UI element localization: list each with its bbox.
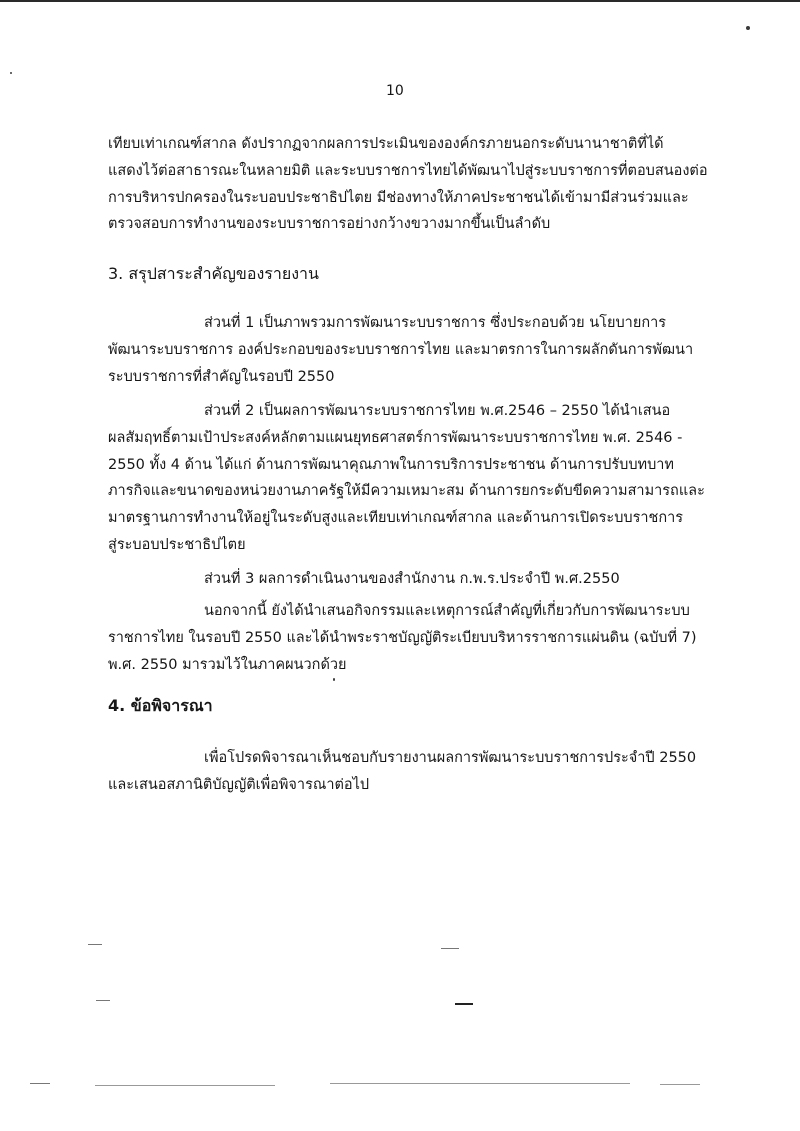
scan-mark [96,1000,110,1001]
paragraph-line: และเสนอสภานิติบัญญัติเพื่อพิจารณาต่อไป [108,776,370,793]
paragraph-line: พัฒนาระบบราชการ องค์ประกอบของระบบราชการไทย และมาตรการในการผลักดันการพัฒนา [108,341,694,358]
paragraph-line: พ.ศ. 2550 มารวมไว้ในภาคผนวกด้วย [108,656,347,673]
paragraph-line: เพื่อโปรดพิจารณาเห็นชอบกับรายงานผลการพัฒนาระบบราชการประจำปี 2550 [204,750,697,766]
section-3-part-2 [108,398,705,559]
paragraph-line: ส่วนที่ 3 ผลการดำเนินงานของสำนักงาน ก.พ.ร.ประจำปี พ.ศ.2550 [204,571,620,587]
paragraph-line: ตรวจสอบการทำงานของระบบราชการอย่างกว้างขวางมากขึ้นเป็นลำดับ [108,216,551,233]
paragraph-line: ส่วนที่ 1 เป็นภาพรวมการพัฒนาระบบราชการ ซึ่งประกอบด้วย นโยบายการ [204,315,667,331]
paragraph-line: นอกจากนี้ ยังได้นำเสนอกิจกรรมและเหตุการณ์สำคัญที่เกี่ยวกับการพัฒนาระบบ [204,603,690,619]
paragraph-line: ระบบราชการที่สำคัญในรอบปี 2550 [108,368,335,385]
top-border-line [0,0,800,2]
scan-mark [660,1084,700,1085]
section-3-heading: 3. สรุปสาระสำคัญของรายงาน [108,264,319,283]
scan-mark [95,1085,275,1086]
intro-paragraph [108,131,708,238]
paragraph-line: แสดงไว้ต่อสาธารณะในหลายมิติ และระบบราชการไทยได้พัฒนาไปสู่ระบบราชการที่ตอบสนองต่อ [108,162,708,179]
scan-speck [746,26,750,30]
section-4-heading: 4. ข้อพิจารณา [108,696,213,715]
paragraph-line: ส่วนที่ 2 เป็นผลการพัฒนาระบบราชการไทย พ.ศ.2546 – 2550 ได้นำเสนอ [204,403,671,419]
page-number: 10 [386,83,404,99]
paragraph-line: การบริหารปกครองในระบอบประชาธิปไตย มีช่องทางให้ภาคประชาชนได้เข้ามามีส่วนร่วมและ [108,189,689,206]
scan-mark [330,1083,630,1084]
paragraph-line: ราชการไทย ในรอบปี 2550 และได้นำพระราชบัญญัติระเบียบบริหารราชการแผ่นดิน (ฉบับที่ 7) [108,629,697,646]
scan-speck [333,678,335,681]
paragraph-line: ผลสัมฤทธิ์ตามเป้าประสงค์หลักตามแผนยุทธศาสตร์การพัฒนาระบบราชการไทย พ.ศ. 2546 - [108,429,683,446]
paragraph-line: ภารกิจและขนาดของหน่วยงานภาครัฐให้มีความเหมาะสม ด้านการยกระดับขีดความสามารถและ [108,483,705,500]
paragraph-line: เทียบเท่าเกณฑ์สากล ดังปรากฏจากผลการประเมินขององค์กรภายนอกระดับนานาชาติที่ได้ [108,136,664,152]
paragraph-line: สู่ระบอบประชาธิปไตย [108,536,246,553]
paragraph-line: 2550 ทั้ง 4 ด้าน ได้แก่ ด้านการพัฒนาคุณภาพในการบริการประชาชน ด้านการปรับบทบาท [108,456,674,473]
scan-mark [441,948,459,949]
scan-speck [10,72,12,74]
section-3-part-1 [108,310,694,390]
section-3-part-3 [108,566,688,593]
section-3-extra [108,598,697,678]
paragraph-line: มาตรฐานการทำงานให้อยู่ในระดับสูงและเทียบเท่าเกณฑ์สากล และด้านการเปิดระบบราชการ [108,510,684,527]
scan-mark [30,1083,50,1084]
scan-mark [88,944,102,945]
scan-mark [455,1003,473,1005]
section-4-paragraph [108,745,697,799]
